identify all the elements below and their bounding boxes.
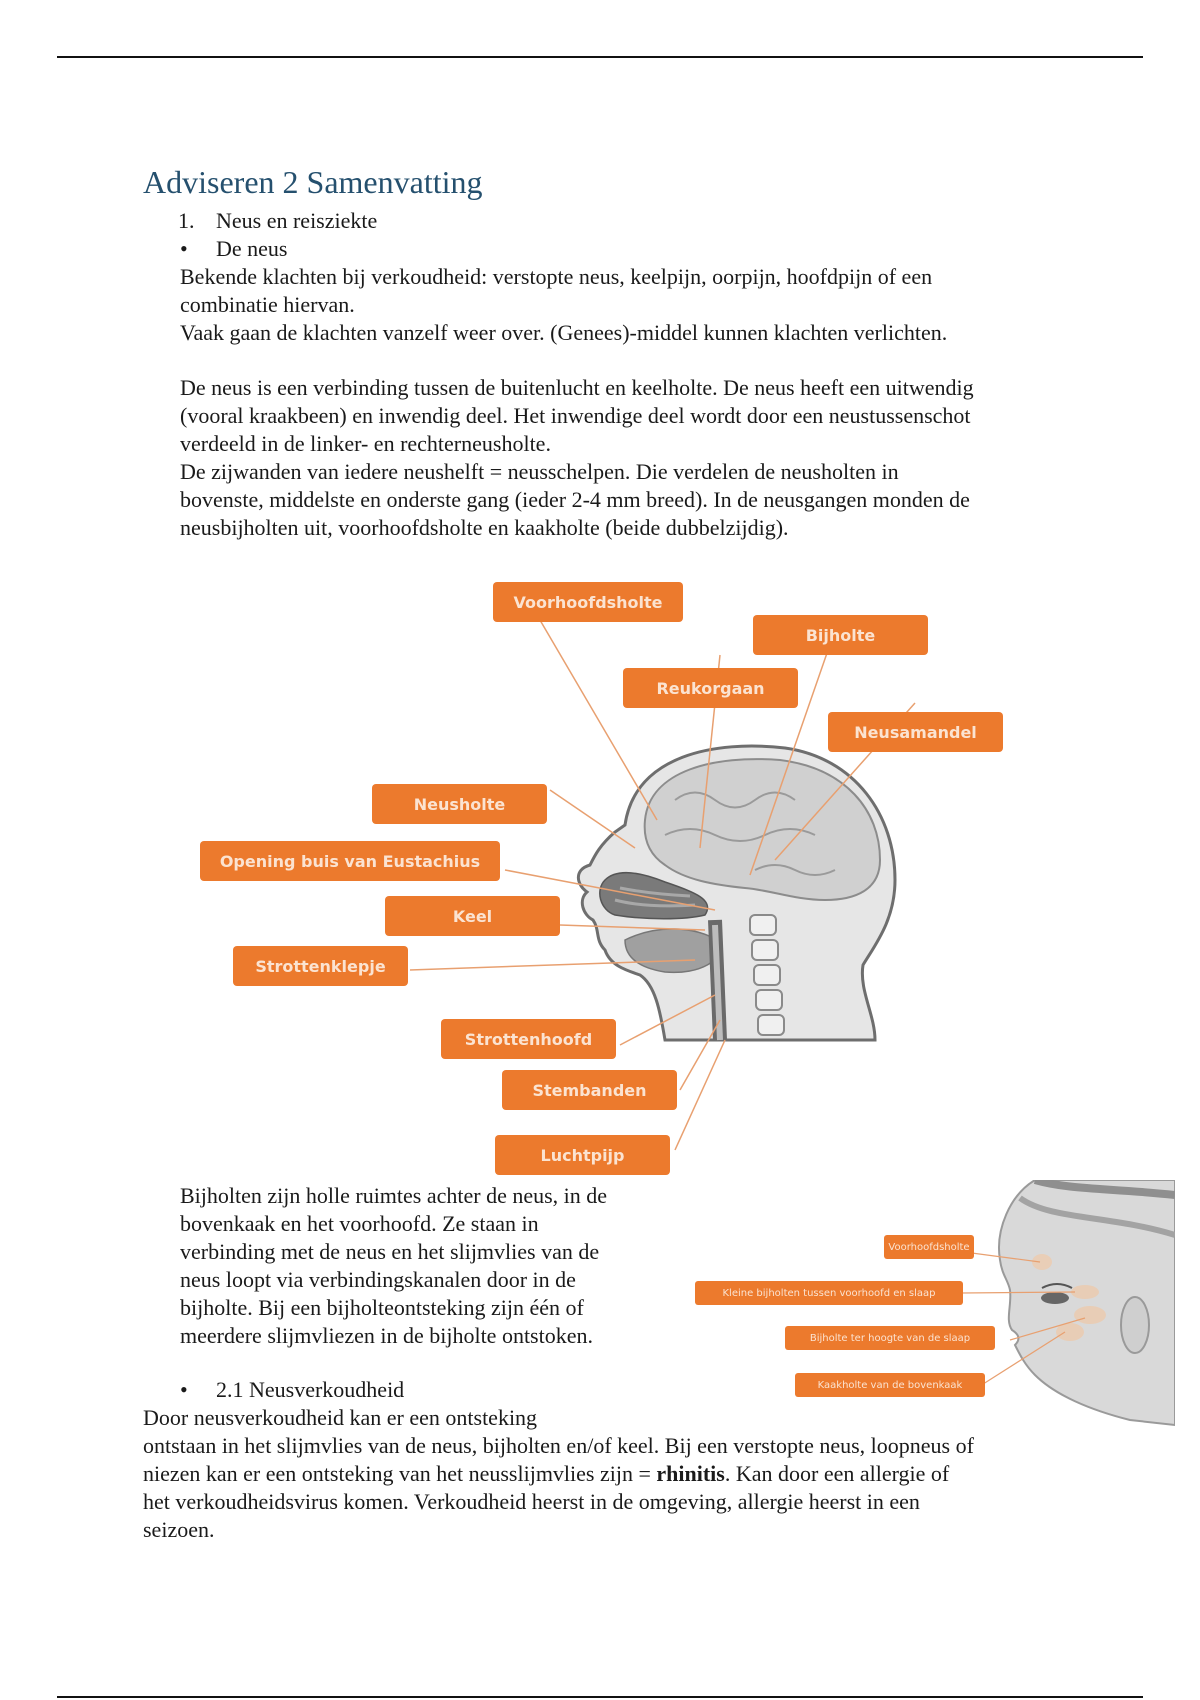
numbered-heading [178, 207, 377, 235]
bullet-heading-neus [180, 235, 287, 263]
label-bijholte: Bijholte [753, 615, 928, 655]
label-strottenhoofd: Strottenhoofd [441, 1019, 616, 1059]
bullet-text: 2.1 Neusverkoudheid [216, 1377, 405, 1402]
paragraph-neus-anatomie: De neus is een verbinding tussen de buitenlucht en keelholte. De neus heeft een uitwendig (vooral kraakbeen) en inwendig deel. Het inwendige deel wordt door een neustussenschot verdeeld in de linker- en rechterneusholte. De zijwanden van iedere neushelft = neusschelpen. Die verdelen de neusholten in bovenste, middelste en onderste gang (ieder 2-4 mm breed). In de neusgangen monden de neusbijholten uit, voorhoofdsholte en kaakholte (beide dubbelzijdig). [180, 375, 974, 540]
paragraph-first-line: Door neusverkoudheid kan er een ontsteking [143, 1405, 538, 1430]
face-label-kaakholte: Kaakholte van de bovenkaak [795, 1373, 985, 1397]
face-label-voorhoofdsholte: Voorhoofdsholte [884, 1235, 974, 1259]
label-luchtpijp: Luchtpijp [495, 1135, 670, 1175]
paragraph-bijholten: Bijholten zijn holle ruimtes achter de neus, in de bovenkaak en het voorhoofd. Ze staan in verbinding met de neus en het slijmvlies van de neus loopt via verbindingskanalen door in de bijholte. Bij een bijholteontsteking zijn één of meerdere slijmvliezen in de bijholte ontstoken. [180, 1183, 608, 1348]
bullet-heading-neusverkoudheid [180, 1376, 404, 1404]
page-title: Adviseren 2 Samenvatting [143, 164, 483, 200]
bottom-rule [57, 1696, 1143, 1698]
head-anatomy-diagram [195, 570, 1070, 1180]
label-neusamandel: Neusamandel [828, 712, 1003, 752]
label-eustachius: Opening buis van Eustachius [200, 841, 500, 881]
face-label-kleine-bijholten: Kleine bijholten tussen voorhoofd en slaap [695, 1281, 963, 1305]
bullet-text: De neus [216, 236, 288, 261]
paragraph-text-before: ontstaan in het slijmvlies van de neus, bijholten en/of keel. Bij een verstopte neus, loopneus of niezen kan er een ontsteking van het neusslijmvlies zijn = [143, 1433, 974, 1486]
list-number: 1. [178, 208, 195, 233]
label-strottenklepje: Strottenklepje [233, 946, 408, 986]
bullet-symbol: • [180, 236, 188, 261]
paragraph-klachten: Bekende klachten bij verkoudheid: verstopte neus, keelpijn, oorpijn, hoofdpijn of een combinatie hiervan. Vaak gaan de klachten vanzelf weer over. (Genees)-middel kunnen klachten verlichten. [180, 264, 948, 345]
label-voorhoofdsholte: Voorhoofdsholte [493, 582, 683, 622]
paragraph-text-after: . Kan door een allergie of het verkoudheidsvirus komen. Verkoudheid heerst in de omgeving, allergie heerst in een seizoen. [143, 1461, 950, 1542]
label-stembanden: Stembanden [502, 1070, 677, 1110]
face-label-bijholte-slaap: Bijholte ter hoogte van de slaap [785, 1326, 995, 1350]
top-rule [57, 56, 1143, 58]
face-sinus-diagram [690, 1180, 1175, 1430]
bullet-symbol: • [180, 1377, 188, 1402]
label-keel: Keel [385, 896, 560, 936]
paragraph-neusverkoudheid [143, 1404, 1093, 1544]
label-reukorgaan: Reukorgaan [623, 668, 798, 708]
term-rhinitis: rhinitis [656, 1461, 725, 1486]
label-neusholte: Neusholte [372, 784, 547, 824]
list-text: Neus en reisziekte [216, 208, 378, 233]
